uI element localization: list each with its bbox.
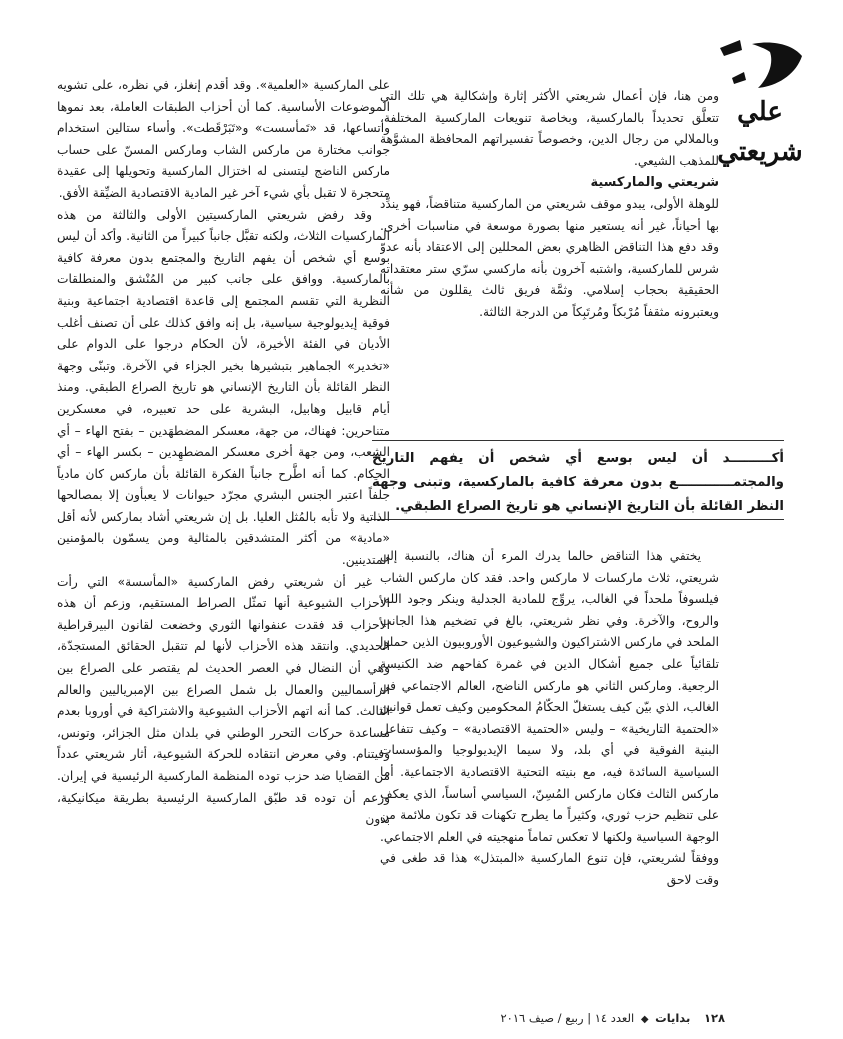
body-paragraph: يختفي هذا التناقض حالما يدرك المرء أن هناك، بالنسبة إلى شريعتي، ثلاث ماركسات لا ماركس واحد. فقد كان ماركس الشاب فيلسوفاً ملحداً في الغالب، يروِّج للمادية الجدلية وينكر وجود الله، والروح، والآخرة. وفي نظر شريعتي، بالغ في تضخيم هذا الجانب الملحد في ماركس الاشتراكيون والشيوعيون الأوروبيون الذين حملوا تلقائياً على جميع أشكال الدين في غمرة كفاحهم ضد الكنيسة الرجعية. وماركس الثاني هو ماركس الناضج، العالم الاجتماعي في الغالب، الذي بيّن كيف يستغلّ الحكّامُ المحكومين وكيف تعمل قوانين «الحتمية التاريخية» – وليس «الحتمية الاقتصادية» – وكيف تتفاعل البنية الفوقية في أي بلد، ولا سيما الإيديولوجيا والمؤسسات السياسية السائدة فيه، مع بنيته التحتية الاقتصادية الاجتماعية. أما ماركس الثالث فكان ماركس المُسِنّ، السياسي أساساً، الذي يعكف على تنظيم حزب ثوري، وكثيراً ما يطرح تكهنات قد تكون ملائمة من الوجهة السياسية ولكنها لا تعكس تماماً منهجيته في العلم الاجتماعي. ووفقاً لشريعتي، فإن تنوع الماركسية «المبتذل» هذا قد طغى في وقت لاحق: [380, 549, 719, 887]
page-footer: [500, 1011, 725, 1033]
issue-season: ربيع / صيف ٢٠١٦: [500, 1011, 584, 1025]
left-paragraph-1: على الماركسية «العلمية». وقد أقدم إنغلز، في نظره، على تشويه الموضوعات الأساسية. كما أن أحزاب الطبقات العاملة، بعد نموها واتساعها، قد «تَمأسست» و«تَبَرْقَطت». وأساء ستالين استخدام جوانب مختارة من ماركس الشاب وماركس المسنّ على حساب ماركس الناضج ليتسنى له اختزال الماركسية وتحويلها إلى عقيدة متحجرة لا تقبل بأي شيء آخر غير المادية الاقتصادية الضيِّقة الأفق.: [57, 78, 390, 200]
intro-paragraph: ومن هنا، فإن أعمال شريعتي الأكثر إثارة وإشكالية هي تلك التي تتعلَّق تحديداً بالماركسية، وبخاصة تنويعات الماركسية المختلفة، وبالملالي من رجال الدين، وخصوصاً تفسيراتهم المحافظة المشوَّهة للمذهب الشيعي.: [380, 89, 719, 168]
right-column-bottom: [380, 546, 719, 986]
footer-separator: |: [587, 1011, 592, 1025]
magazine-name: بدايات: [655, 1011, 691, 1025]
pull-quote: [372, 440, 784, 520]
author-logo-icon: [712, 34, 808, 96]
section-paragraph: للوهلة الأولى، يبدو موقف شريعتي من الماركسية متناقضاً، فهو يندِّد بها أحياناً، غير أنه يستعير منها بصورة موسعة في مناسبات أخرى. وقد دفع هذا التناقض الظاهري بعض المحللين إلى الاعتقاد بأنه عدوّ شرس للماركسية، واشتبه آخرون بأنه ماركسي سرّي ستر معتقداته الحقيقية بحجاب إسلامي. وثمَّة فريق ثالث يقللون من شأنه ويعتبرونه مثقفاً مُرْبكاً ومُرتَبِكاً من الدرجة الثالثة.: [380, 196, 719, 319]
page-number: ١٢٨: [703, 1011, 725, 1025]
left-column: [57, 75, 390, 975]
right-column-top: [380, 86, 719, 406]
section-heading: شريعتي والماركسية: [590, 175, 719, 191]
pull-quote-text: أكـــــــــد أن ليس بوسع أي شخص أن يفهم التاريخ والمجتمــــــــــــع بدون معرفة كافية بالماركسية، وتبنى وجهة النظر القائلة بأن التاريخ الإنساني هو تاريخ الصراع الطبقي.: [372, 451, 784, 514]
diamond-separator-icon: ◆: [640, 1014, 649, 1025]
left-paragraph-3: غير أن شريعتي رفض الماركسية «المأسسة» التي رأت الأحزاب الشيوعية أنها تمثّل الصراط المستقيم، وزعم أن هذه الأحزاب قد فقدت عنفوانها الثوري وخضعت لقانون البيرقراطية الحديدي. وانتقد هذه الأحزاب لأنها لم تتقبل الحقائق المستجدّة، وهي أن النضال في العصر الحديث لم يقتصر على الصراع بين الرأسماليين والعمال بل شمل الصراع بين الإمبرياليين والعالم الثالث. كما أنه اتهم الأحزاب الشيوعية والاشتراكية في أوروبا بعدم مساعدة حركات التحرر الوطني في بلدان مثل الجزائر، وتونس، وفيتنام. وفي معرض انتقاده للحركة الشيوعية، أثار شريعتي عدداً من القضايا ضد حزب توده المنظمة الماركسية الرئيسية في إيران. وزعم أن توده قد طبّق الماركسية الرئيسية بطريقة ميكانيكية، بدون: [57, 574, 390, 827]
author-logo: [712, 34, 808, 167]
left-paragraph-2: وقد رفض شريعتي الماركسيتين الأولى والثالثة من هذه الماركسيات الثلاث، ولكنه تقبَّل جانباً كبيراً من الثانية. وأكد أن ليس بوسع أي شخص أن يفهم التاريخ والمجتمع بدون معرفة كافية بالماركسية. ووافق على جانب كبير من المُنْشق والمنطلقات النظرية التي تقسم المجتمع إلى قاعدة اقتصادية اجتماعية وبنية فوقية إيديولوجية سياسية، بل إنه وافق كذلك على أن تصنف أغلب الأديان في الفئة الأخيرة، لأن الحكام درجوا على الدوام على «تخدير» الجماهير بتبشيرها بخير الجزاء في الآخرة. وتبنّى وجهة النظر القائلة بأن التاريخ الإنساني هو تاريخ الصراع الطبقي. ومنذ أيام قابيل وهابيل، البشرية على حد تعبيره، في معسكرين متناحرين: فهناك، من جهة، معسكر المضطهَدين – بفتح الهاء – أي الشعب، ومن جهة أخرى معسكر المضطهِدين – بكسر الهاء – أي الحكام. كما أنه اطَّرح جانباً الفكرة القائلة بأن ماركس كان مادياً جلفاً اعتبر الجنس البشري مجرّد حيوانات لا يعبأون إلا بمصالحها الذاتية ولا تأبه بالمُثل العليا. بل إن شريعتي أشاد بماركس لأنه أقل «مادية» من أكثر المتشدقين بالمثالية ومن يسمّون بالمؤمنين المتدينين.: [57, 207, 390, 568]
author-name: علي شريعتي: [717, 97, 803, 167]
issue-number: العدد ١٤: [594, 1011, 635, 1025]
